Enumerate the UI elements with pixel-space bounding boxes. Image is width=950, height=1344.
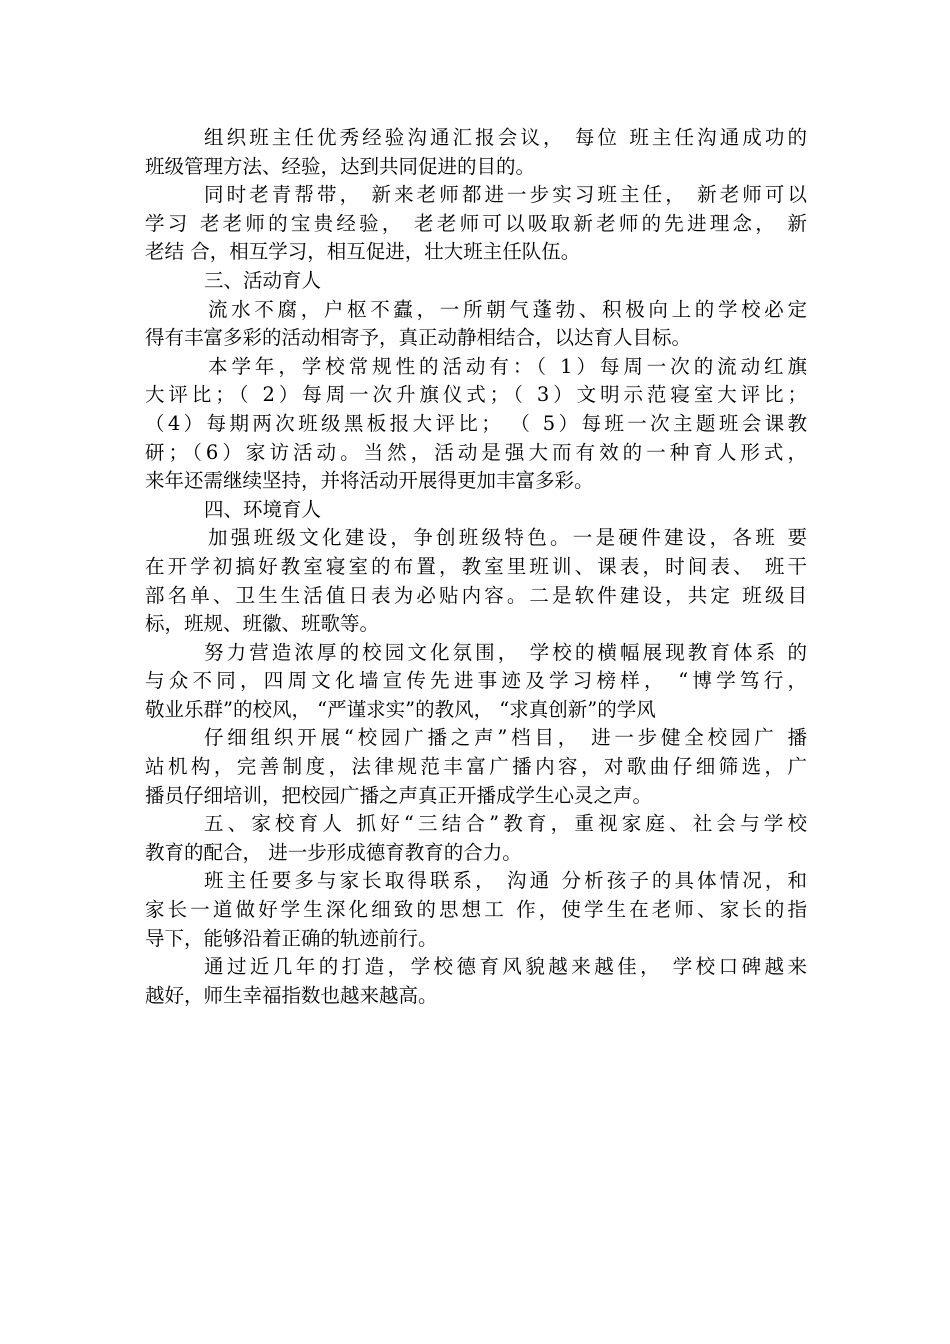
text-line: 得有丰富多彩的活动相寄予，真正动静相结合，以达育人目标。 [145, 326, 692, 350]
text-line: 本学年，学校常规性的活动有：（ 1）每周一次的流动红旗 [208, 354, 807, 378]
text-line: 站机构，完善制度，法律规范丰富广播内容，对歌曲仔细筛选，广 [145, 755, 807, 779]
text-line: 仔细组织开展“校园广播之声”档目， 进一步健全校园广 播 [204, 726, 807, 750]
text-line: 播员仔细培训，把校园广播之声真正开播成学生心灵之声。 [145, 783, 653, 807]
text-line: 标，班规、班徽、班歌等。 [145, 612, 380, 636]
text-line: 来年还需继续坚持，并将活动开展得更加丰富多彩。 [145, 469, 594, 493]
text-line: （4）每期两次班级黑板报大评比； （ 5）每班一次主题班会课教 [145, 411, 807, 435]
section-heading: 五、家校育人 抓好“三结合”教育，重视家庭、社会与学校 [204, 812, 807, 836]
text-line: 老结 合，相互学习，相互促进，壮大班主任队伍。 [145, 240, 581, 264]
text-line: 部名单、卫生生活值日表为必贴内容。二是软件建设，共定 班级目 [145, 583, 807, 607]
text-line: 学习 老老师的宝贵经验， 老老师可以吸取新老师的先进理念， 新 [145, 211, 807, 235]
text-line: 组织班主任优秀经验沟通汇报会议， 每位 班主任沟通成功的 [204, 126, 807, 149]
text-line: 流水不腐，户枢不蠹，一所朝气蓬勃、积极向上的学校必定 [208, 297, 807, 321]
document-body [145, 124, 807, 1010]
text-line: 家长一道做好学生深化细致的思想工 作，使学生在老师、家长的指 [145, 898, 807, 922]
text-line: 敬业乐群”的校风， “严谨求实”的教风， “求真创新”的学风 [145, 697, 656, 721]
text-line: 导下，能够沿着正确的轨迹前行。 [145, 926, 438, 950]
text-line: 通过近几年的打造，学校德育风貌越来越佳， 学校口碑越来 [204, 955, 807, 979]
text-line: 大评比；（ 2）每周一次升旗仪式；（ 3）文明示范寝室大评比； [145, 383, 807, 407]
text-line: 班级管理方法、经验，达到共同促进的目的。 [145, 154, 536, 178]
text-line: 同时老青帮带， 新来老师都进一步实习班主任， 新老师可以 [204, 183, 807, 207]
text-line: 努力营造浓厚的校园文化氛围， 学校的横幅展现教育体系 的 [204, 640, 807, 664]
text-line: 研；（6）家访活动。当然，活动是强大而有效的一种育人形式， [145, 440, 807, 464]
section-heading: 四、环境育人 [204, 497, 322, 521]
text-line: 越好，师生幸福指数也越来越高。 [145, 983, 438, 1007]
text-line: 班主任要多与家长取得联系， 沟通 分析孩子的具体情况，和 [204, 869, 807, 893]
text-line: 与众不同，四周文化墙宣传先进事迹及学习榜样， “博学笃行， [145, 669, 807, 693]
text-line: 加强班级文化建设，争创班级特色。一是硬件建设，各班 要 [208, 526, 807, 550]
text-line: 教育的配合， 进一步形成德育教育的合力。 [145, 840, 522, 864]
text-line: 在开学初搞好教室寝室的布置，教室里班训、课表，时间表、 班干 [145, 554, 807, 578]
section-heading: 三、活动育人 [204, 268, 322, 292]
